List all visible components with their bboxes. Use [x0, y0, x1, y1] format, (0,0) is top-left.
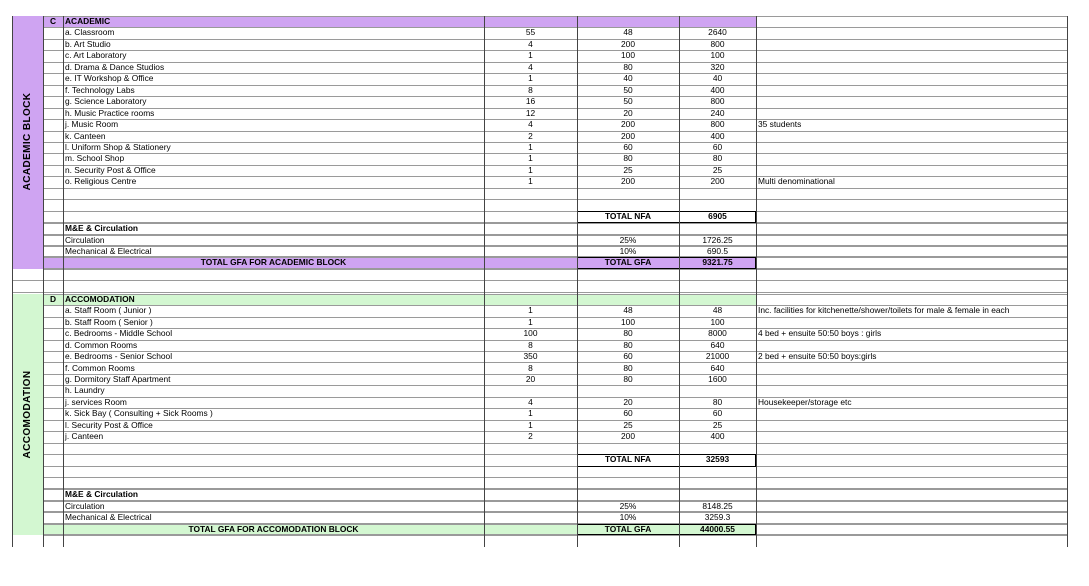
- room-total-area[interactable]: 1600: [708, 373, 727, 384]
- room-total-area[interactable]: 400: [710, 84, 725, 95]
- room-note[interactable]: [756, 85, 1067, 96]
- accommodation-section-code[interactable]: D: [49, 293, 57, 304]
- room-area[interactable]: [577, 385, 679, 396]
- row-divider: [12, 280, 1067, 281]
- accommodation-header-band-total: [679, 294, 756, 305]
- room-name[interactable]: k. Sick Bay ( Consulting + Sick Rooms ): [65, 408, 213, 419]
- column-divider: [1067, 16, 1068, 547]
- room-name[interactable]: c. Art Laboratory: [65, 50, 127, 61]
- row-divider: [43, 269, 1067, 270]
- room-note[interactable]: [756, 142, 1067, 153]
- room-note[interactable]: [756, 165, 1067, 176]
- circulation-label[interactable]: Circulation: [65, 234, 105, 245]
- total-gfa-label[interactable]: TOTAL GFA: [604, 257, 652, 268]
- room-area[interactable]: 80: [623, 339, 633, 350]
- room-quantity[interactable]: 1: [528, 176, 533, 187]
- room-quantity[interactable]: 12: [525, 107, 536, 118]
- mechanical-percent[interactable]: 10%: [619, 512, 637, 523]
- total-nfa-label[interactable]: TOTAL NFA: [604, 454, 652, 465]
- room-name[interactable]: n. Security Post & Office: [65, 164, 156, 175]
- total-gfa-value[interactable]: 9321.75: [702, 257, 733, 268]
- room-quantity[interactable]: 1: [528, 141, 533, 152]
- room-name[interactable]: l. Security Post & Office: [65, 419, 153, 430]
- room-note[interactable]: [756, 385, 1067, 396]
- row-divider: [43, 477, 1067, 478]
- room-note[interactable]: Inc. facilities for kitchenette/shower/toilets for male & female in each: [758, 305, 1010, 316]
- total-nfa-label[interactable]: TOTAL NFA: [604, 210, 652, 221]
- room-note[interactable]: [756, 131, 1067, 142]
- room-name[interactable]: a. Staff Room ( Junior ): [65, 305, 152, 316]
- total-nfa-value[interactable]: 32593: [705, 454, 730, 465]
- room-total-area[interactable]: 800: [710, 96, 725, 107]
- room-note[interactable]: [756, 73, 1067, 84]
- room-area[interactable]: 200: [621, 431, 635, 442]
- room-area[interactable]: 80: [623, 153, 633, 164]
- room-quantity[interactable]: 16: [525, 96, 536, 107]
- column-divider: [63, 16, 64, 547]
- room-quantity[interactable]: 2: [528, 431, 533, 442]
- room-total-area[interactable]: 800: [710, 38, 725, 49]
- row-divider: [43, 454, 1067, 455]
- room-name[interactable]: c. Bedrooms - Middle School: [65, 328, 173, 339]
- room-note[interactable]: [756, 39, 1067, 50]
- room-quantity[interactable]: 8: [528, 362, 533, 373]
- room-name[interactable]: b. Art Studio: [65, 38, 111, 49]
- room-total-area[interactable]: 25: [712, 164, 723, 175]
- room-area[interactable]: 20: [623, 107, 633, 118]
- room-quantity[interactable]: 1: [528, 419, 533, 430]
- room-name[interactable]: e. IT Workshop & Office: [65, 73, 154, 84]
- room-total-area[interactable]: [679, 385, 756, 396]
- room-area[interactable]: 48: [623, 27, 633, 38]
- academic-total-nfa-box: [577, 211, 756, 223]
- column-divider: [12, 16, 13, 547]
- room-note[interactable]: 2 bed + ensuite 50:50 boys:girls: [758, 351, 877, 362]
- room-name[interactable]: d. Drama & Dance Studios: [65, 61, 165, 72]
- room-total-area[interactable]: 100: [710, 50, 725, 61]
- room-total-area[interactable]: 21000: [705, 351, 730, 362]
- me-circulation-title[interactable]: M&E & Circulation: [65, 223, 139, 234]
- room-quantity[interactable]: 2: [528, 130, 533, 141]
- room-area[interactable]: 200: [621, 119, 635, 130]
- room-quantity[interactable]: 1: [528, 164, 533, 175]
- circulation-value[interactable]: 8148.25: [702, 500, 733, 511]
- row-divider: [43, 466, 1067, 467]
- mechanical-percent[interactable]: 10%: [619, 246, 637, 256]
- total-gfa-label[interactable]: TOTAL GFA: [604, 523, 652, 534]
- room-total-area[interactable]: 100: [710, 316, 725, 327]
- room-name[interactable]: j. services Room: [65, 396, 127, 407]
- room-name[interactable]: j. Music Room: [65, 119, 119, 130]
- room-quantity[interactable]: 100: [523, 328, 538, 339]
- room-quantity[interactable]: 4: [528, 61, 533, 72]
- academic-section-code[interactable]: C: [49, 16, 57, 26]
- room-quantity[interactable]: 4: [528, 396, 533, 407]
- column-divider: [679, 16, 680, 547]
- room-name[interactable]: h. Laundry: [65, 385, 105, 396]
- room-area[interactable]: 50: [623, 96, 633, 107]
- room-total-area[interactable]: 400: [710, 130, 725, 141]
- room-area[interactable]: 60: [623, 351, 633, 362]
- room-name[interactable]: a. Classroom: [65, 27, 115, 38]
- room-name[interactable]: f. Common Rooms: [65, 362, 135, 373]
- room-area[interactable]: 80: [623, 373, 633, 384]
- room-name[interactable]: g. Science Laboratory: [65, 96, 147, 107]
- mechanical-label[interactable]: Mechanical & Electrical: [65, 246, 152, 256]
- total-gfa-title[interactable]: TOTAL GFA FOR ACADEMIC BLOCK: [200, 257, 347, 268]
- room-quantity[interactable]: 4: [528, 38, 533, 49]
- row-divider: [43, 199, 1067, 200]
- total-nfa-value[interactable]: 6905: [708, 210, 727, 221]
- room-area[interactable]: 25: [623, 419, 633, 430]
- room-area[interactable]: 200: [621, 176, 635, 187]
- circulation-percent[interactable]: 25%: [619, 500, 637, 511]
- room-area[interactable]: 200: [621, 38, 635, 49]
- row-divider: [43, 443, 1067, 444]
- room-note[interactable]: [756, 50, 1067, 61]
- room-total-area[interactable]: 60: [712, 408, 723, 419]
- room-note[interactable]: [756, 340, 1067, 351]
- academic-total-gfa-box: [577, 257, 756, 268]
- room-quantity[interactable]: 1: [528, 73, 533, 84]
- room-name[interactable]: g. Dormitory Staff Apartment: [65, 373, 171, 384]
- room-note[interactable]: [756, 27, 1067, 38]
- room-name[interactable]: j. Canteen: [65, 431, 104, 442]
- circulation-percent[interactable]: 25%: [619, 234, 637, 245]
- room-total-area[interactable]: 80: [712, 396, 723, 407]
- room-total-area[interactable]: 60: [712, 141, 723, 152]
- room-total-area[interactable]: 80: [712, 153, 723, 164]
- column-divider: [577, 16, 578, 547]
- room-area[interactable]: 80: [623, 328, 633, 339]
- room-area[interactable]: 100: [621, 316, 635, 327]
- mechanical-value[interactable]: 690.5: [707, 246, 728, 256]
- room-total-area[interactable]: 240: [710, 107, 725, 118]
- room-name[interactable]: d. Common Rooms: [65, 339, 138, 350]
- room-name[interactable]: b. Staff Room ( Senior ): [65, 316, 153, 327]
- room-name[interactable]: m. School Shop: [65, 153, 125, 164]
- room-area[interactable]: 50: [623, 84, 633, 95]
- room-note[interactable]: [756, 153, 1067, 164]
- academic-header-band-total: [679, 16, 756, 27]
- room-note[interactable]: Multi denominational: [758, 176, 835, 187]
- room-area[interactable]: 60: [623, 408, 633, 419]
- total-gfa-title[interactable]: TOTAL GFA FOR ACCOMODATION BLOCK: [188, 523, 359, 534]
- room-quantity[interactable]: 55: [525, 27, 536, 38]
- room-total-area[interactable]: 320: [710, 61, 725, 72]
- room-quantity[interactable]: 1: [528, 153, 533, 164]
- accommodation-total-gfa-box: [577, 524, 756, 535]
- room-total-area[interactable]: 48: [712, 305, 723, 316]
- room-total-area[interactable]: 800: [710, 119, 725, 130]
- room-total-area[interactable]: 8000: [708, 328, 727, 339]
- room-area[interactable]: 40: [623, 73, 633, 84]
- room-quantity[interactable]: 20: [525, 373, 536, 384]
- room-quantity[interactable]: 1: [528, 305, 533, 316]
- room-name[interactable]: e. Bedrooms - Senior School: [65, 351, 173, 362]
- room-note[interactable]: 35 students: [758, 119, 802, 130]
- accommodation-section-title[interactable]: ACCOMODATION: [65, 293, 135, 304]
- room-note[interactable]: Housekeeper/storage etc: [758, 396, 852, 407]
- room-total-area[interactable]: 2640: [708, 27, 727, 38]
- room-note[interactable]: [756, 317, 1067, 328]
- row-divider: [43, 211, 1067, 212]
- room-note[interactable]: [756, 408, 1067, 419]
- room-note[interactable]: [756, 374, 1067, 385]
- room-name[interactable]: h. Music Practice rooms: [65, 107, 155, 118]
- room-note[interactable]: 4 bed + ensuite 50:50 boys : girls: [758, 328, 882, 339]
- room-quantity[interactable]: 1: [528, 408, 533, 419]
- room-area[interactable]: 100: [621, 50, 635, 61]
- room-quantity[interactable]: 4: [528, 119, 533, 130]
- me-circulation-title[interactable]: M&E & Circulation: [65, 489, 139, 500]
- room-area[interactable]: 80: [623, 61, 633, 72]
- room-note[interactable]: [756, 96, 1067, 107]
- room-quantity[interactable]: 8: [528, 84, 533, 95]
- room-quantity[interactable]: 8: [528, 339, 533, 350]
- circulation-label[interactable]: Circulation: [65, 500, 105, 511]
- room-quantity[interactable]: [484, 385, 577, 396]
- room-total-area[interactable]: 400: [710, 431, 725, 442]
- room-total-area[interactable]: 640: [710, 339, 725, 350]
- room-note[interactable]: [756, 62, 1067, 73]
- room-quantity[interactable]: 1: [528, 316, 533, 327]
- room-quantity[interactable]: 1: [528, 50, 533, 61]
- accommodation-side-label: ACCOMODATION: [22, 370, 33, 458]
- room-total-area[interactable]: 200: [710, 176, 725, 187]
- column-divider: [43, 16, 44, 547]
- room-total-area[interactable]: 25: [712, 419, 723, 430]
- room-name[interactable]: o. Religious Centre: [65, 176, 137, 187]
- room-area[interactable]: 25: [623, 164, 633, 175]
- room-area[interactable]: 200: [621, 130, 635, 141]
- academic-section-title[interactable]: ACADEMIC: [65, 16, 111, 26]
- mechanical-value[interactable]: 3259.3: [704, 512, 731, 523]
- room-area[interactable]: 80: [623, 362, 633, 373]
- room-area[interactable]: 60: [623, 141, 633, 152]
- academic-side-label: ACADEMIC BLOCK: [22, 93, 34, 191]
- room-name[interactable]: f. Technology Labs: [65, 84, 135, 95]
- mechanical-label[interactable]: Mechanical & Electrical: [65, 512, 152, 523]
- room-note[interactable]: [756, 420, 1067, 431]
- room-quantity[interactable]: 350: [523, 351, 538, 362]
- room-total-area[interactable]: 640: [710, 362, 725, 373]
- circulation-value[interactable]: 1726.25: [702, 234, 733, 245]
- room-area[interactable]: 48: [623, 305, 633, 316]
- room-area[interactable]: 20: [623, 396, 633, 407]
- room-total-area[interactable]: 40: [712, 73, 723, 84]
- accommodation-total-nfa-box: [577, 454, 756, 466]
- room-note[interactable]: [756, 363, 1067, 374]
- room-name[interactable]: k. Canteen: [65, 130, 106, 141]
- column-divider: [484, 16, 485, 547]
- column-divider: [756, 16, 757, 547]
- row-divider: [43, 188, 1067, 189]
- room-note[interactable]: [756, 108, 1067, 119]
- total-gfa-value[interactable]: 44000.55: [700, 523, 735, 534]
- room-note[interactable]: [756, 431, 1067, 442]
- room-name[interactable]: l. Uniform Shop & Stationery: [65, 141, 171, 152]
